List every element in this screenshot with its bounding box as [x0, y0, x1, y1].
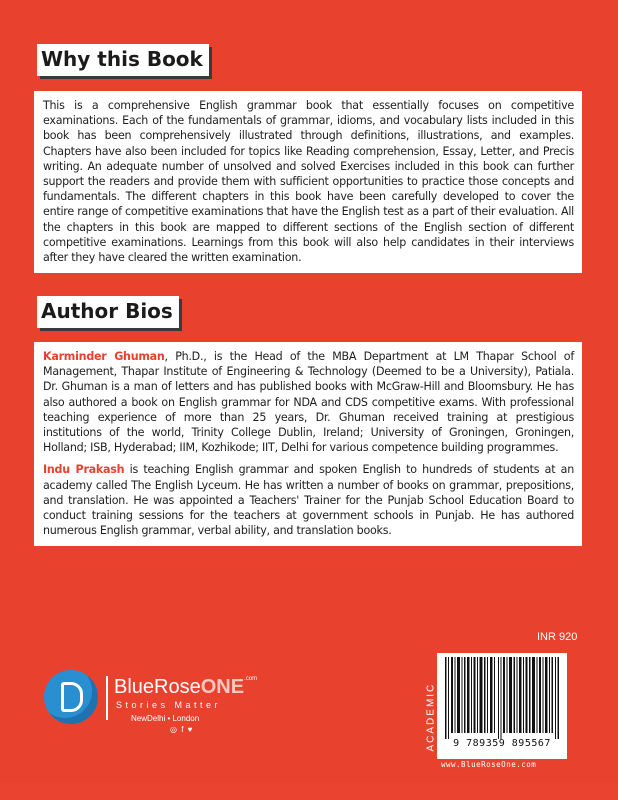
- bottom-strip: [0, 783, 618, 800]
- author-name-ghuman: Karminder Ghuman: [43, 350, 165, 363]
- publisher-brand: BlueRoseONE$^{.com}$: [114, 676, 258, 698]
- author-bios-heading: Author Bios: [37, 296, 179, 328]
- author-bio-ghuman: [43, 349, 574, 455]
- author-bio-prakash-text: is teaching English grammar and spoken English to hundreds of students at an academy called The English Lyceum. He has written a number of books on grammar, prepositions, and translation. He was appointed a Teachers' Trainer for the Punjab School Education Board to conduct training sessions for the teachers at government schools in Punjab. He has authored numerous English grammar, verbal ability, and translation books.: [43, 463, 574, 538]
- author-bio-ghuman-text: , Ph.D., is the Head of the MBA Department at LM Thapar School of Management, Thapar Institute of Engineering & Technology (Deemed to be a University), Patiala. Dr. Ghuman is a man of letters and has published books with McGraw-Hill and Bloomsbury. He has also authored a book on English grammar for NDA and CDS competitive exams. With professional teaching experience of more than 25 years, Dr. Ghuman received training at prestigious institutions of the world, Trinity College Dublin, Ireland; University of Groningen, Groningen, Holland; ISB, Hyderabad; IIM, Kozhikode; IIT, Delhi for various competence building programmes.: [43, 350, 574, 455]
- publisher-url: www.BlueRoseOne.com: [441, 760, 537, 769]
- why-this-book-box: [34, 91, 582, 273]
- why-this-book-heading: Why this Book: [37, 44, 209, 76]
- publisher-tagline: Stories Matter: [116, 700, 222, 710]
- bluerose-logo-icon: [44, 670, 98, 724]
- publisher-cities: NewDelhi • London: [131, 714, 200, 723]
- why-this-book-text: This is a comprehensive English grammar book that essentially focuses on competitive examinations. Each of the fundamentals of grammar, idioms, and vocabulary lists included in this book has been comprehensively illustrated through definitions, illustrations, and examples. Chapters have also been included for topics like Reading comprehension, Essay, Letter, and Precis writing. An adequate number of unsolved and solved Exercises included in this book can further support the readers and provide them with sufficient opportunities to practice those concepts and fundamentals. The different chapters in this book have been carefully developed to cover the entire range of competitive examinations that have the English test as a part of their evaluation. All the chapters in this book are mapped to different sections of the English section of different competitive examinations. Learnings from this book will also help candidates in their interviews after they have cleared the written examination.: [43, 99, 574, 265]
- isbn-number: 9 789359 895567: [453, 738, 551, 749]
- author-bios-box: [34, 342, 582, 546]
- barcode: [437, 653, 567, 759]
- social-icons: ◎ f ♥: [170, 725, 194, 734]
- category-label: ACADEMIC: [425, 682, 437, 752]
- price-label: INR 920: [537, 631, 578, 643]
- author-bio-prakash: [43, 462, 574, 538]
- logo-divider: [106, 676, 108, 720]
- author-name-prakash: Indu Prakash: [43, 463, 125, 477]
- barcode-bars-icon: [443, 657, 561, 739]
